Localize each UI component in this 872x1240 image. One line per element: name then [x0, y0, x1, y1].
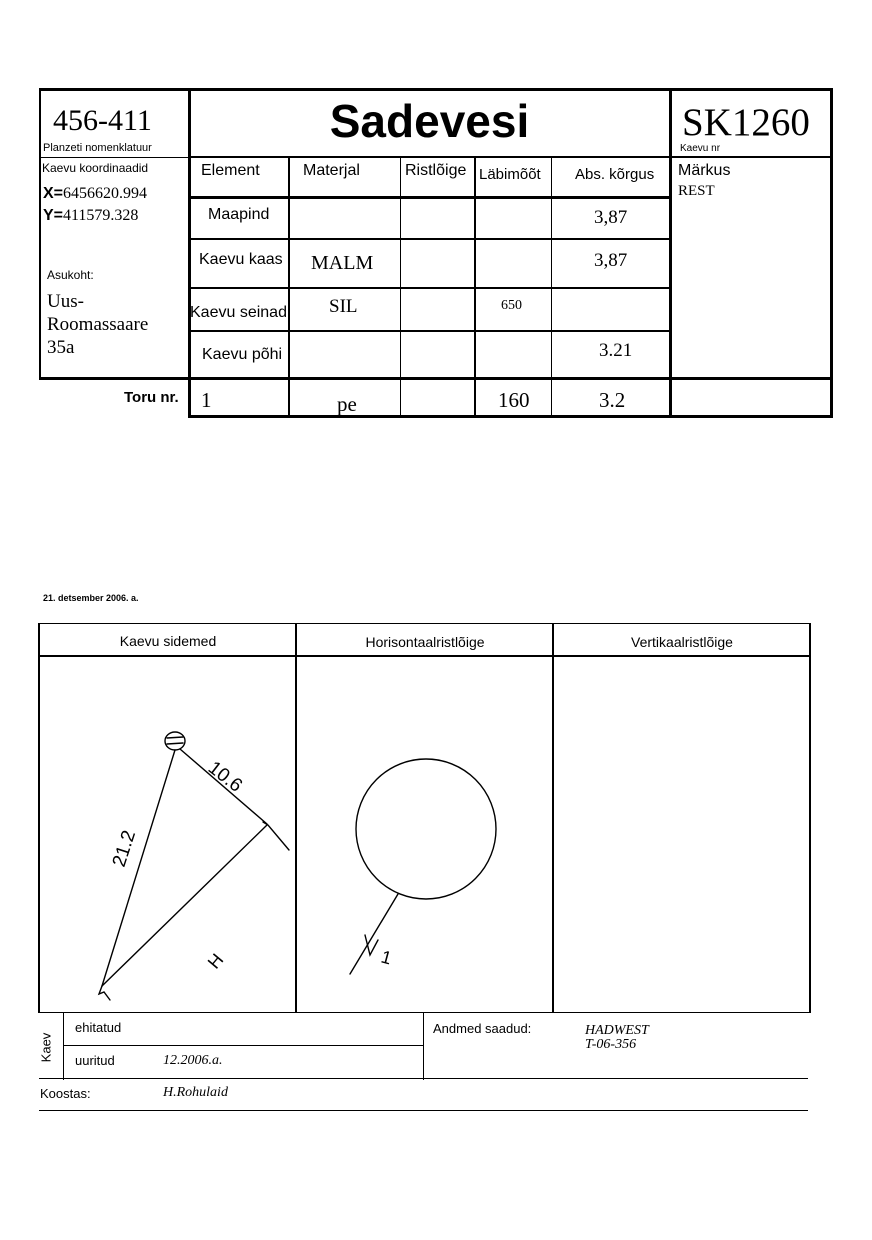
- pipe-number: 1: [201, 388, 212, 412]
- row-element: Kaevu seinad: [190, 304, 287, 321]
- pipe-diameter: 160: [498, 388, 530, 412]
- notes-label: Märkus: [678, 162, 731, 179]
- source-value: HADWEST T-06-356: [585, 1023, 649, 1052]
- row-element: Kaevu põhi: [202, 346, 283, 363]
- label-length-a: 10.6: [203, 757, 246, 797]
- notes-value: REST: [678, 183, 715, 199]
- row-material: MALM: [311, 252, 374, 274]
- panel-title-connections: Kaevu sidemed: [119, 633, 217, 649]
- row-diameter: 650: [501, 298, 522, 313]
- sheet-label: Planzeti nomenklatuur: [43, 142, 152, 154]
- well-code: SK1260: [682, 101, 810, 144]
- built-label: ehitatud: [75, 1020, 122, 1035]
- sheet-number: 456-411: [53, 104, 152, 137]
- pipe-material: pe: [337, 392, 357, 416]
- label-length-b: 21.2: [108, 827, 141, 870]
- col-header-element: Element: [201, 162, 260, 179]
- col-header-cross: Ristlõige: [405, 162, 467, 179]
- surveyed-label: uuritud: [75, 1053, 115, 1068]
- pipe-label: Toru nr.: [124, 389, 179, 406]
- well-symbol: [165, 732, 185, 750]
- label-h: H: [203, 949, 228, 973]
- row-height: 3,87: [594, 207, 628, 228]
- sketch-date: 21. detsember 2006. a.: [43, 593, 139, 603]
- location-address: Uus- Roomassaare 35a: [47, 291, 149, 358]
- y-coordinate: Y=411579.328: [43, 207, 139, 224]
- author-label: Koostas:: [40, 1086, 91, 1101]
- row-height: 3,87: [594, 250, 628, 271]
- x-coordinate: X=6456620.994: [43, 185, 148, 202]
- pipe-height: 3.2: [599, 388, 626, 412]
- well-label: Kaevu nr: [680, 143, 721, 154]
- location-label: Asukoht:: [47, 268, 94, 282]
- row-height: 3.21: [599, 340, 633, 361]
- row-element: Maapind: [208, 206, 270, 223]
- author-value: H.Rohulaid: [163, 1085, 228, 1100]
- col-header-material: Materjal: [303, 162, 360, 179]
- panel-title-vertical: Vertikaalristlõige: [631, 634, 733, 650]
- surveyed-value: 12.2006.a.: [163, 1053, 223, 1068]
- section-label-well: Kaev: [38, 1032, 54, 1063]
- cross-section-circle: [356, 759, 496, 899]
- panel-title-horizontal: Horisontaalristlõige: [365, 634, 485, 650]
- pipe-line: [350, 894, 398, 974]
- row-element: Kaevu kaas: [199, 251, 283, 268]
- label-pipe-number: 1: [378, 946, 394, 969]
- page-title: Sadevesi: [329, 95, 530, 147]
- row-material: SIL: [329, 296, 358, 317]
- col-header-diameter: Läbimõõt: [479, 166, 541, 183]
- col-header-height: Abs. kõrgus: [575, 166, 655, 183]
- source-label: Andmed saadud:: [433, 1021, 532, 1036]
- coords-label: Kaevu koordinaadid: [42, 161, 149, 175]
